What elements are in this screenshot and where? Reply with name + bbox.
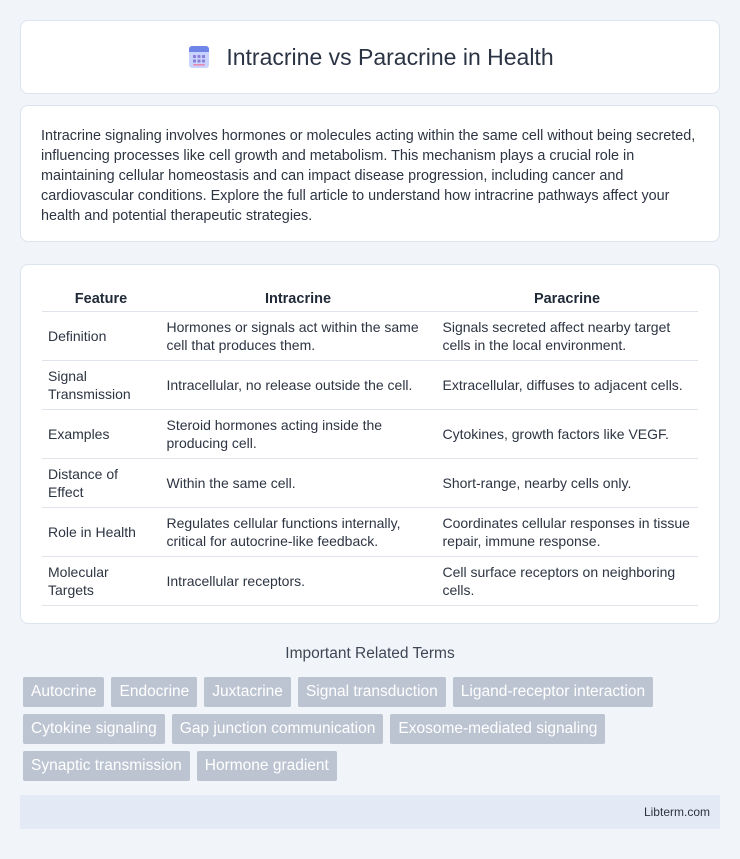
- related-term-tag[interactable]: Cytokine signaling: [23, 714, 165, 744]
- related-term-tag[interactable]: Hormone gradient: [197, 751, 337, 781]
- intro-card: [20, 105, 720, 242]
- page-title: Intracrine vs Paracrine in Health: [226, 43, 554, 70]
- feature-cell: Distance of Effect: [42, 458, 160, 507]
- document-grid-icon: [186, 44, 212, 70]
- table-header-row: [42, 285, 698, 311]
- comparison-table: [42, 285, 698, 606]
- related-term-tag[interactable]: Ligand-receptor interaction: [453, 677, 653, 707]
- header-intracrine: Intracrine: [160, 285, 436, 311]
- related-term-tag[interactable]: Autocrine: [23, 677, 104, 707]
- related-terms-title: Important Related Terms: [285, 645, 455, 662]
- intracrine-cell: Within the same cell.: [160, 458, 436, 507]
- comparison-table-card: [20, 264, 720, 624]
- related-term-tag[interactable]: Gap junction communication: [172, 714, 384, 744]
- intro-text: Intracrine signaling involves hormones or molecules acting within the same cell without being secreted, influencing processes like cell growth and metabolism. This mechanism plays a crucial role in maintaining cellular homeostasis and can impact disease progression, including cancer and cardiovascular conditions. Explore the full article to understand how intracrine pathways affect your health and potential therapeutic strategies.: [41, 128, 696, 224]
- paracrine-cell: Short-range, nearby cells only.: [436, 458, 698, 507]
- footer: [20, 795, 720, 829]
- feature-cell: Molecular Targets: [42, 556, 160, 605]
- paracrine-cell: Extracellular, diffuses to adjacent cells.: [436, 360, 698, 409]
- intracrine-cell: Intracellular, no release outside the cell.: [160, 360, 436, 409]
- feature-cell: Role in Health: [42, 507, 160, 556]
- header-card: [20, 20, 720, 94]
- related-term-tag[interactable]: Synaptic transmission: [23, 751, 190, 781]
- feature-cell: Definition: [42, 311, 160, 360]
- related-term-tag[interactable]: Signal transduction: [298, 677, 446, 707]
- header-paracrine: Paracrine: [436, 285, 698, 311]
- paracrine-cell: Cell surface receptors on neighboring cells.: [436, 556, 698, 605]
- paracrine-cell: Coordinates cellular responses in tissue repair, immune response.: [436, 507, 698, 556]
- table-row: [42, 311, 698, 360]
- table-row: [42, 507, 698, 556]
- related-term-tag[interactable]: Juxtacrine: [204, 677, 291, 707]
- intracrine-cell: Intracellular receptors.: [160, 556, 436, 605]
- feature-cell: Examples: [42, 409, 160, 458]
- table-row: [42, 458, 698, 507]
- related-term-tag[interactable]: Endocrine: [111, 677, 197, 707]
- table-row: [42, 360, 698, 409]
- paracrine-cell: Cytokines, growth factors like VEGF.: [436, 409, 698, 458]
- intracrine-cell: Hormones or signals act within the same cell that produces them.: [160, 311, 436, 360]
- header-feature: Feature: [42, 285, 160, 311]
- related-terms-list: [23, 677, 723, 781]
- paracrine-cell: Signals secreted affect nearby target cells in the local environment.: [436, 311, 698, 360]
- related-term-tag[interactable]: Exosome-mediated signaling: [390, 714, 605, 744]
- table-row: [42, 409, 698, 458]
- table-row: [42, 556, 698, 605]
- footer-brand-link[interactable]: Libterm.com: [643, 805, 710, 819]
- intracrine-cell: Steroid hormones acting inside the producing cell.: [160, 409, 436, 458]
- intracrine-cell: Regulates cellular functions internally, critical for autocrine-like feedback.: [160, 507, 436, 556]
- feature-cell: Signal Transmission: [42, 360, 160, 409]
